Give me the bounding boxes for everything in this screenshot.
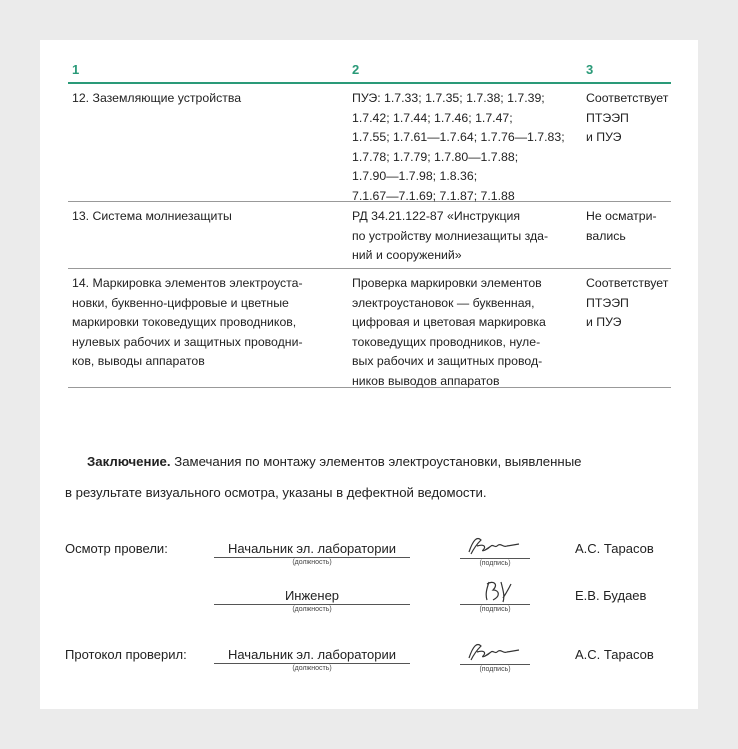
protocol-page [40,40,698,709]
signature-caption: (подпись) [479,666,511,673]
signature-caption: (подпись) [479,560,511,567]
column-header-1: 1 [72,62,80,77]
position-value: Начальник эл. лаборатории [227,541,397,556]
signer-name: Е.В. Будаев [575,588,647,603]
signer-name: А.С. Тарасов [575,541,654,556]
row-item-name: 13. Система молниезащиты [72,209,232,223]
table-header [68,60,671,84]
table-row [68,84,671,202]
position-value: Начальник эл. лаборатории [227,647,397,662]
row-result: Не осматри- вались [586,209,657,243]
row-item-name: 14. Маркировка элементов электроуста- новки, буквенно-цифровые и цветные маркировки токоведущих проводников, нулевых рабочих и защитных проводни- ков, выводы аппаратов [72,276,303,368]
position-field [214,541,410,568]
row-item-name: 12. Заземляющие устройства [72,91,242,105]
signature-field [460,578,530,615]
column-header-3: 3 [586,62,594,77]
position-field [214,647,410,674]
row-normative-doc: ПУЭ: 1.7.33; 1.7.35; 1.7.38; 1.7.39; 1.7.42; 1.7.44; 1.7.46; 1.7.47; 1.7.55; 1.7.61—1.7.64; 1.7.76—1.7.83; 1.7.78; 1.7.79; 1.7.80—1.7.88; 1.7.90—1.7.98; 1.8.36; 7.1.67—7.1.69; 7.1.87; 7.1.88 [352,91,565,203]
column-header-2: 2 [352,62,360,77]
row-result: Соответствует ПТЭЭП и ПУЭ [586,276,669,329]
position-value: Инженер [284,588,340,603]
signature-caption: (подпись) [479,606,511,613]
position-field [214,588,410,615]
signature-field [460,640,530,675]
position-caption: (должность) [292,606,332,613]
conclusion-text-1: Замечания по монтажу элементов электроустановки, выявленные [170,454,582,469]
handwritten-signature-icon [463,534,527,558]
position-caption: (должность) [292,665,332,672]
position-caption: (должность) [292,559,332,566]
checked-by-label: Протокол проверил: [65,647,187,662]
conclusion-line-2: в результате визуального осмотра, указаны в дефектной ведомости. [65,485,487,500]
table-row [68,202,671,269]
row-normative-doc: РД 34.21.122-87 «Инструкция по устройству молниезащиты зда- ний и сооружений» [352,209,549,262]
row-result: Соответствует ПТЭЭП и ПУЭ [586,91,669,144]
inspected-by-label: Осмотр провели: [65,541,168,556]
handwritten-signature-icon [463,640,527,664]
signature-field [460,534,530,569]
conclusion-line-1 [87,454,582,469]
handwritten-signature-icon [463,578,527,604]
signer-name: А.С. Тарасов [575,647,654,662]
row-normative-doc: Проверка маркировки элементов электроустановок — буквенная, цифровая и цветовая маркировка токоведущих проводников, нуле- вых рабочих и защитных провод- ников выводов аппаратов [352,276,546,388]
conclusion-label: Заключение. [87,454,171,469]
table-row [68,269,671,388]
